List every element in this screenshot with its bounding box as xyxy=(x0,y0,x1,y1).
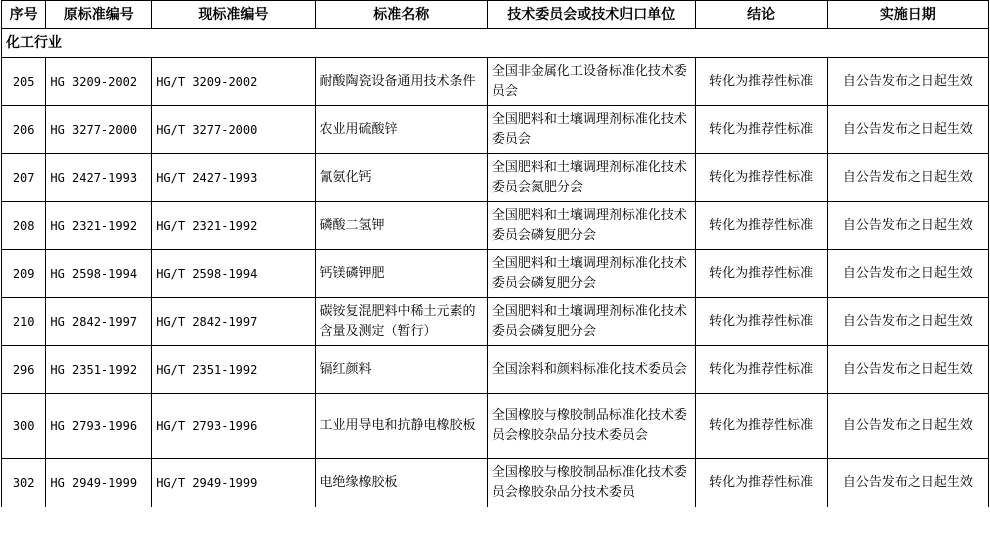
cell-committee: 全国肥料和土壤调理剂标准化技术委员会磷复肥分会 xyxy=(487,298,695,346)
cell-no: 208 xyxy=(2,202,46,250)
cell-date: 自公告发布之日起生效 xyxy=(827,346,988,394)
cell-new-code: HG/T 3277-2000 xyxy=(152,106,315,154)
cell-old-code: HG 2793-1996 xyxy=(46,394,152,459)
cell-committee: 全国非金属化工设备标准化技术委员会 xyxy=(487,58,695,106)
section-title: 化工行业 xyxy=(2,29,989,58)
cell-new-code: HG/T 2842-1997 xyxy=(152,298,315,346)
cell-new-code: HG/T 2321-1992 xyxy=(152,202,315,250)
cell-old-code: HG 3209-2002 xyxy=(46,58,152,106)
header-committee: 技术委员会或技术归口单位 xyxy=(487,1,695,29)
cell-standard-name: 氰氨化钙 xyxy=(315,154,487,202)
table-row xyxy=(2,58,989,106)
header-old-code: 原标准编号 xyxy=(46,1,152,29)
cell-conclusion: 转化为推荐性标准 xyxy=(695,58,827,106)
cell-conclusion: 转化为推荐性标准 xyxy=(695,394,827,459)
cell-new-code: HG/T 2793-1996 xyxy=(152,394,315,459)
cell-no: 210 xyxy=(2,298,46,346)
cell-conclusion: 转化为推荐性标准 xyxy=(695,459,827,508)
cell-new-code: HG/T 2427-1993 xyxy=(152,154,315,202)
cell-committee: 全国肥料和土壤调理剂标准化技术委员会磷复肥分会 xyxy=(487,202,695,250)
header-conclusion: 结论 xyxy=(695,1,827,29)
table-row xyxy=(2,298,989,346)
cell-conclusion: 转化为推荐性标准 xyxy=(695,250,827,298)
cell-no: 302 xyxy=(2,459,46,508)
cell-old-code: HG 2842-1997 xyxy=(46,298,152,346)
cell-date: 自公告发布之日起生效 xyxy=(827,58,988,106)
cell-standard-name: 电绝缘橡胶板 xyxy=(315,459,487,508)
cell-conclusion: 转化为推荐性标准 xyxy=(695,202,827,250)
cell-standard-name: 农业用硫酸锌 xyxy=(315,106,487,154)
cell-no: 207 xyxy=(2,154,46,202)
cell-date: 自公告发布之日起生效 xyxy=(827,394,988,459)
table-row xyxy=(2,106,989,154)
table-header-row xyxy=(2,1,989,29)
cell-standard-name: 工业用导电和抗静电橡胶板 xyxy=(315,394,487,459)
cell-no: 206 xyxy=(2,106,46,154)
cell-no: 205 xyxy=(2,58,46,106)
table-row xyxy=(2,202,989,250)
cell-conclusion: 转化为推荐性标准 xyxy=(695,346,827,394)
cell-date: 自公告发布之日起生效 xyxy=(827,106,988,154)
header-new-code: 现标准编号 xyxy=(152,1,315,29)
header-standard-name: 标准名称 xyxy=(315,1,487,29)
cell-new-code: HG/T 2949-1999 xyxy=(152,459,315,508)
table-row xyxy=(2,250,989,298)
cell-old-code: HG 2949-1999 xyxy=(46,459,152,508)
cell-standard-name: 磷酸二氢钾 xyxy=(315,202,487,250)
header-date: 实施日期 xyxy=(827,1,988,29)
cell-committee: 全国橡胶与橡胶制品标准化技术委员会橡胶杂品分技术委员 xyxy=(487,459,695,508)
cell-conclusion: 转化为推荐性标准 xyxy=(695,154,827,202)
cell-conclusion: 转化为推荐性标准 xyxy=(695,298,827,346)
cell-old-code: HG 2321-1992 xyxy=(46,202,152,250)
cell-old-code: HG 2351-1992 xyxy=(46,346,152,394)
table-row xyxy=(2,346,989,394)
cell-old-code: HG 2427-1993 xyxy=(46,154,152,202)
cell-date: 自公告发布之日起生效 xyxy=(827,250,988,298)
table-row xyxy=(2,154,989,202)
cell-standard-name: 钙镁磷钾肥 xyxy=(315,250,487,298)
cell-old-code: HG 3277-2000 xyxy=(46,106,152,154)
cell-standard-name: 碳铵复混肥料中稀土元素的含量及测定（暂行） xyxy=(315,298,487,346)
cell-conclusion: 转化为推荐性标准 xyxy=(695,106,827,154)
cell-no: 209 xyxy=(2,250,46,298)
cell-committee: 全国肥料和土壤调理剂标准化技术委员会 xyxy=(487,106,695,154)
cell-committee: 全国肥料和土壤调理剂标准化技术委员会磷复肥分会 xyxy=(487,250,695,298)
cell-committee: 全国肥料和土壤调理剂标准化技术委员会氮肥分会 xyxy=(487,154,695,202)
cell-date: 自公告发布之日起生效 xyxy=(827,459,988,508)
table-row xyxy=(2,394,989,459)
cell-standard-name: 镉红颜料 xyxy=(315,346,487,394)
cell-committee: 全国涂料和颜料标准化技术委员会 xyxy=(487,346,695,394)
cell-standard-name: 耐酸陶瓷设备通用技术条件 xyxy=(315,58,487,106)
cell-no: 296 xyxy=(2,346,46,394)
cell-new-code: HG/T 3209-2002 xyxy=(152,58,315,106)
cell-new-code: HG/T 2351-1992 xyxy=(152,346,315,394)
header-no: 序号 xyxy=(2,1,46,29)
cell-old-code: HG 2598-1994 xyxy=(46,250,152,298)
standards-table xyxy=(1,0,989,507)
section-row xyxy=(2,29,989,58)
cell-new-code: HG/T 2598-1994 xyxy=(152,250,315,298)
table-row xyxy=(2,459,989,508)
cell-no: 300 xyxy=(2,394,46,459)
cell-date: 自公告发布之日起生效 xyxy=(827,298,988,346)
cell-date: 自公告发布之日起生效 xyxy=(827,202,988,250)
cell-date: 自公告发布之日起生效 xyxy=(827,154,988,202)
cell-committee: 全国橡胶与橡胶制品标准化技术委员会橡胶杂品分技术委员会 xyxy=(487,394,695,459)
